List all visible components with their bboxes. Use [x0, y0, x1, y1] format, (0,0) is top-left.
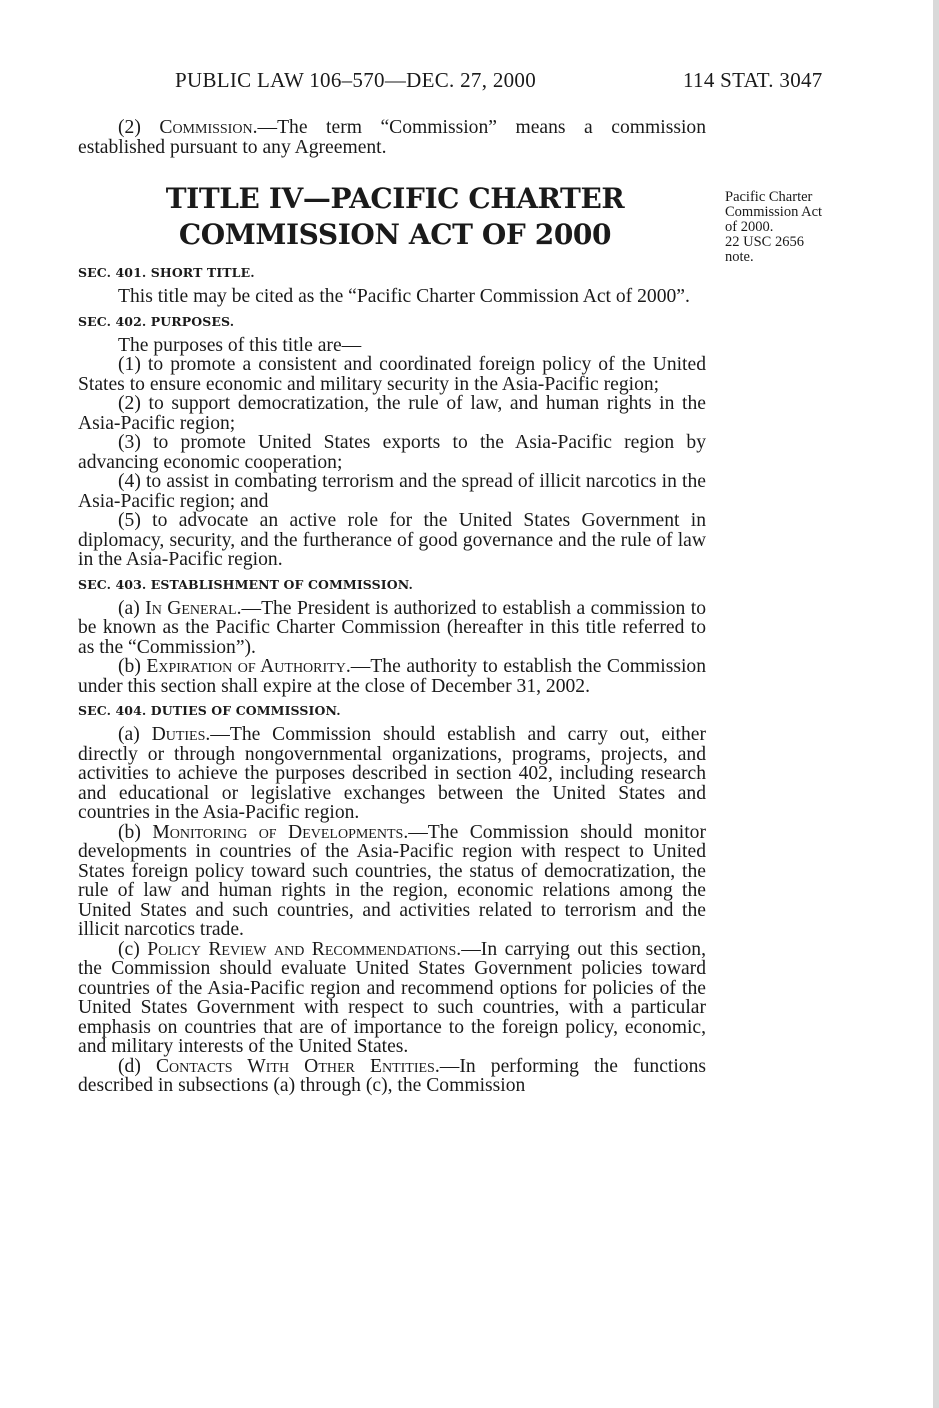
subsection-heading: Contacts With Other Entities — [155, 1055, 435, 1077]
section-text: This title may be cited as the “Pacific Charter Commission Act of 2000”. — [118, 286, 690, 307]
purposes-lead: The purposes of this title are— — [118, 334, 362, 356]
purpose-item: (3) to promote United States exports to the Asia-Pacific region by advancing economic cooperation; — [78, 432, 706, 473]
subsection-paragraph: (a) In General.—The President is authorized to establish a commission to be known as the Pacific Charter Commission (hereafter in this title referred to as the “Commission”). — [78, 597, 706, 658]
page-stat-number: 114 STAT. 3047 — [683, 68, 823, 92]
margin-note-line: 22 USC 2656 — [725, 234, 804, 250]
title-heading — [84, 181, 706, 253]
subsection-heading: Expiration of Authority — [146, 656, 346, 677]
body-column — [78, 118, 706, 1096]
subsection-heading: Duties — [151, 724, 206, 745]
section-heading: SEC. 403. ESTABLISHMENT OF COMMISSION. — [78, 576, 413, 592]
subsection-heading: In General — [145, 597, 237, 619]
margin-note — [725, 190, 855, 265]
purpose-item: (4) to assist in combating terrorism and the spread of illicit narcotics in the Asia-Pacific region; and — [78, 471, 706, 512]
margin-note-line: of 2000. — [725, 219, 774, 235]
subsection-paragraph: (b) Expiration of Authority.—The authority to establish the Commission under this section shall expire at the close of December 31, 2002. — [78, 656, 707, 697]
subsection-paragraph: (a) Duties.—The Commission should establish and carry out, either directly or through nongovernmental organizations, programs, projects, and activities to achieve the purposes described in section 402, including research and educational or legislative exchanges between the United States and countries in the Asia-Pacific region. — [78, 724, 706, 823]
margin-note-line: Commission Act — [725, 204, 823, 220]
subsection-heading: Policy Review and Recommendations — [147, 938, 457, 960]
intro-paragraph: (2) Commission.—The term “Commission” means a commission established pursuant to any Agreement. — [78, 117, 706, 158]
subsection-heading: Monitoring of Developments — [152, 821, 404, 843]
intro-heading: Commission — [159, 117, 253, 138]
margin-note-line: Pacific Charter — [725, 189, 813, 205]
subsection-paragraph: (c) Policy Review and Recommendations.—In carrying out this section, the Commission should evaluate United States Government policies toward countries of the Asia-Pacific region and recommend options for policies of the United States Government with respect to such countries, with a particular emphasis on countries that are of importance to the foreign policy, economic, and military interests of the United States. — [78, 938, 706, 1057]
purpose-item: (5) to advocate an active role for the United States Government in diplomacy, security, and the furtherance of good governance and the rule of law in the Asia-Pacific region. — [78, 510, 706, 570]
margin-note-line: note. — [725, 249, 754, 265]
running-head-left: PUBLIC LAW 106–570—DEC. 27, 2000 — [175, 68, 537, 92]
title-line-2: COMMISSION ACT OF 2000 — [178, 218, 612, 251]
section-heading: SEC. 402. PURPOSES. — [78, 313, 235, 329]
title-line-1: TITLE IV—PACIFIC CHARTER — [165, 182, 625, 215]
subsection-paragraph: (d) Contacts With Other Entities.—In performing the functions described in subsections (a) through (c), the Commission — [78, 1055, 707, 1096]
purpose-item: (1) to promote a consistent and coordinated foreign policy of the United States to ensure economic and military security in the Asia-Pacific region; — [78, 354, 706, 395]
subsection-paragraph: (b) Monitoring of Developments.—The Commission should monitor developments in countries of the Asia-Pacific region with respect to United States foreign policy toward such countries, the status of democratization, the rule of law and human rights in the region, economic relations among the United States and such countries, and activities related to terrorism and the illicit narcotics trade. — [78, 821, 707, 940]
scan-edge — [933, 0, 939, 1408]
section-heading: SEC. 404. DUTIES OF COMMISSION. — [78, 703, 341, 718]
section-heading: SEC. 401. SHORT TITLE. — [78, 265, 255, 280]
purpose-item: (2) to support democratization, the rule of law, and human rights in the Asia-Pacific region; — [78, 393, 706, 434]
